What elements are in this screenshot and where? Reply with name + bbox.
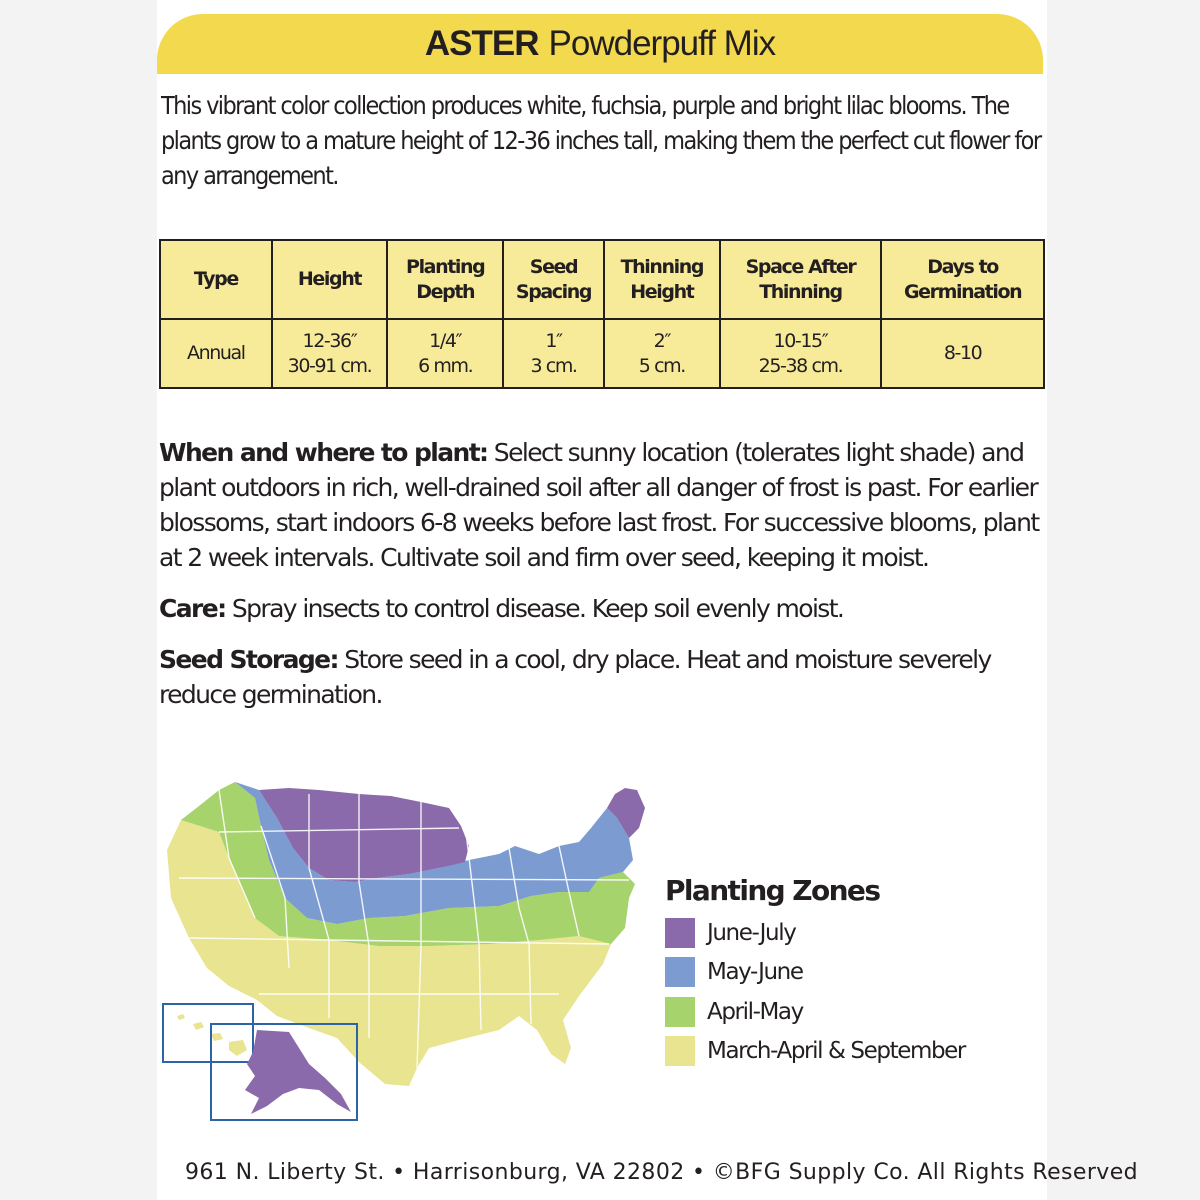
- legend-label: March-April & September: [707, 1038, 965, 1065]
- legend-item-may-june: [665, 953, 965, 993]
- value-space-after-thinning: 10-15″ 25-38 cm.: [720, 319, 882, 388]
- col-header-height: Height: [272, 240, 388, 319]
- seed-storage-section: [159, 642, 1043, 712]
- planting-zones-map: [159, 768, 669, 1128]
- planting-zones-legend: [665, 874, 965, 1071]
- col-header-thinning-height: Thinning Height: [604, 240, 720, 319]
- legend-item-march-april-september: [665, 1032, 965, 1072]
- value-days-to-germination: 8-10: [881, 319, 1044, 388]
- seed-packet-back: [157, 0, 1139, 1200]
- col-header-seed-spacing: Seed Spacing: [503, 240, 604, 319]
- col-header-planting-depth: Planting Depth: [387, 240, 503, 319]
- legend-swatch: [665, 918, 695, 948]
- when-where-text: Select sunny location (tolerates light shade) and plant outdoors in rich, well-drained soil after all danger of frost is past. For earlier blossoms, start indoors 6-8 weeks before last frost. For successive blooms, plant at 2 week intervals. Cultivate soil and firm over seed, keeping it moist.: [159, 438, 1039, 572]
- value-type: Annual: [160, 319, 272, 388]
- planting-specs-table: [159, 239, 1045, 389]
- legend-item-april-may: [665, 992, 965, 1032]
- legend-swatch: [665, 1036, 695, 1066]
- legend-title: Planting Zones: [665, 874, 880, 907]
- col-header-type: Type: [160, 240, 272, 319]
- col-header-space-after-thinning: Space After Thinning: [720, 240, 882, 319]
- legend-swatch: [665, 997, 695, 1027]
- title-banner: [157, 14, 1043, 74]
- alaska-shape: [245, 1030, 351, 1114]
- seed-storage-heading: Seed Storage:: [159, 645, 338, 674]
- footer-address: 961 N. Liberty St. • Harrisonburg, VA 22802 • ©BFG Supply Co. All Rights Reserved: [185, 1160, 1139, 1185]
- value-planting-depth: 1/4″ 6 mm.: [387, 319, 503, 388]
- value-seed-spacing: 1″ 3 cm.: [503, 319, 604, 388]
- col-header-days-to-germination: Days to Germination: [881, 240, 1044, 319]
- specs-value-row: [160, 319, 1044, 388]
- value-height: 12-36″ 30-91 cm.: [272, 319, 388, 388]
- specs-header-row: [160, 240, 1044, 319]
- when-where-heading: When and where to plant:: [159, 438, 488, 467]
- legend-label: April-May: [707, 998, 803, 1025]
- legend-label: May-June: [707, 959, 803, 986]
- value-thinning-height: 2″ 5 cm.: [604, 319, 720, 388]
- legend-label: June-July: [707, 919, 796, 946]
- plant-name: ASTER: [424, 24, 539, 63]
- legend-swatch: [665, 957, 695, 987]
- legend-item-june-july: [665, 913, 965, 953]
- care-section: [159, 591, 1043, 626]
- care-text: Spray insects to control disease. Keep soil evenly moist.: [225, 594, 844, 623]
- variety-name: Powderpuff Mix: [548, 24, 776, 63]
- care-heading: Care:: [159, 594, 226, 623]
- intro-description: This vibrant color collection produces white, fuchsia, purple and bright lilac blooms. The plants grow to a mature height of 12-36 inches tall, making them the perfect cut flower for any arrangement.: [161, 91, 1041, 190]
- when-where-section: [159, 435, 1043, 575]
- seed-storage-text: Store seed in a cool, dry place. Heat and moisture severely reduce germination.: [159, 645, 991, 709]
